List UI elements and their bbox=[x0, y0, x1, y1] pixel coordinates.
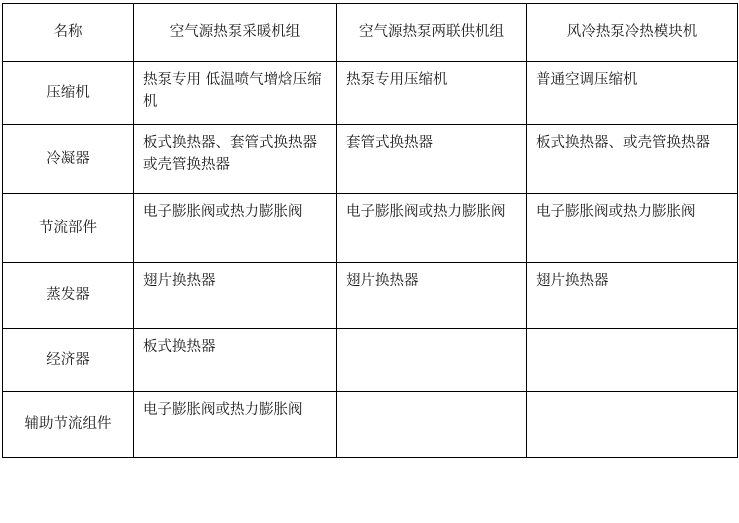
column-header-dual-supply-unit: 空气源热泵两联供机组 bbox=[337, 4, 527, 62]
table-cell: 电子膨胀阀或热力膨胀阀 bbox=[337, 194, 527, 263]
row-label: 冷凝器 bbox=[3, 125, 134, 194]
column-header-name: 名称 bbox=[3, 4, 134, 62]
row-label: 辅助节流组件 bbox=[3, 392, 134, 458]
table-cell: 板式换热器 bbox=[134, 329, 337, 392]
table-cell: 板式换热器、或壳管换热器 bbox=[527, 125, 738, 194]
table-cell bbox=[337, 392, 527, 458]
table-header-row bbox=[3, 4, 738, 62]
component-comparison-table bbox=[2, 3, 738, 458]
table-cell: 普通空调压缩机 bbox=[527, 62, 738, 125]
table-row bbox=[3, 329, 738, 392]
table-cell: 翅片换热器 bbox=[527, 263, 738, 329]
row-label: 压缩机 bbox=[3, 62, 134, 125]
table-row bbox=[3, 194, 738, 263]
table-cell bbox=[527, 329, 738, 392]
table-cell: 电子膨胀阀或热力膨胀阀 bbox=[527, 194, 738, 263]
row-label: 节流部件 bbox=[3, 194, 134, 263]
table-row bbox=[3, 62, 738, 125]
table-cell: 翅片换热器 bbox=[134, 263, 337, 329]
table-cell: 套管式换热器 bbox=[337, 125, 527, 194]
table-cell: 热泵专用 低温喷气增焓压缩机 bbox=[134, 62, 337, 125]
row-label: 蒸发器 bbox=[3, 263, 134, 329]
table-cell bbox=[527, 392, 738, 458]
table-row bbox=[3, 125, 738, 194]
table-row bbox=[3, 392, 738, 458]
row-label: 经济器 bbox=[3, 329, 134, 392]
column-header-modular-unit: 风冷热泵冷热模块机 bbox=[527, 4, 738, 62]
table-cell bbox=[337, 329, 527, 392]
table-cell: 电子膨胀阀或热力膨胀阀 bbox=[134, 194, 337, 263]
table-cell: 热泵专用压缩机 bbox=[337, 62, 527, 125]
table-cell: 翅片换热器 bbox=[337, 263, 527, 329]
table-row bbox=[3, 263, 738, 329]
table-cell: 板式换热器、套管式换热器或壳管换热器 bbox=[134, 125, 337, 194]
table-cell: 电子膨胀阀或热力膨胀阀 bbox=[134, 392, 337, 458]
column-header-heating-unit: 空气源热泵采暖机组 bbox=[134, 4, 337, 62]
